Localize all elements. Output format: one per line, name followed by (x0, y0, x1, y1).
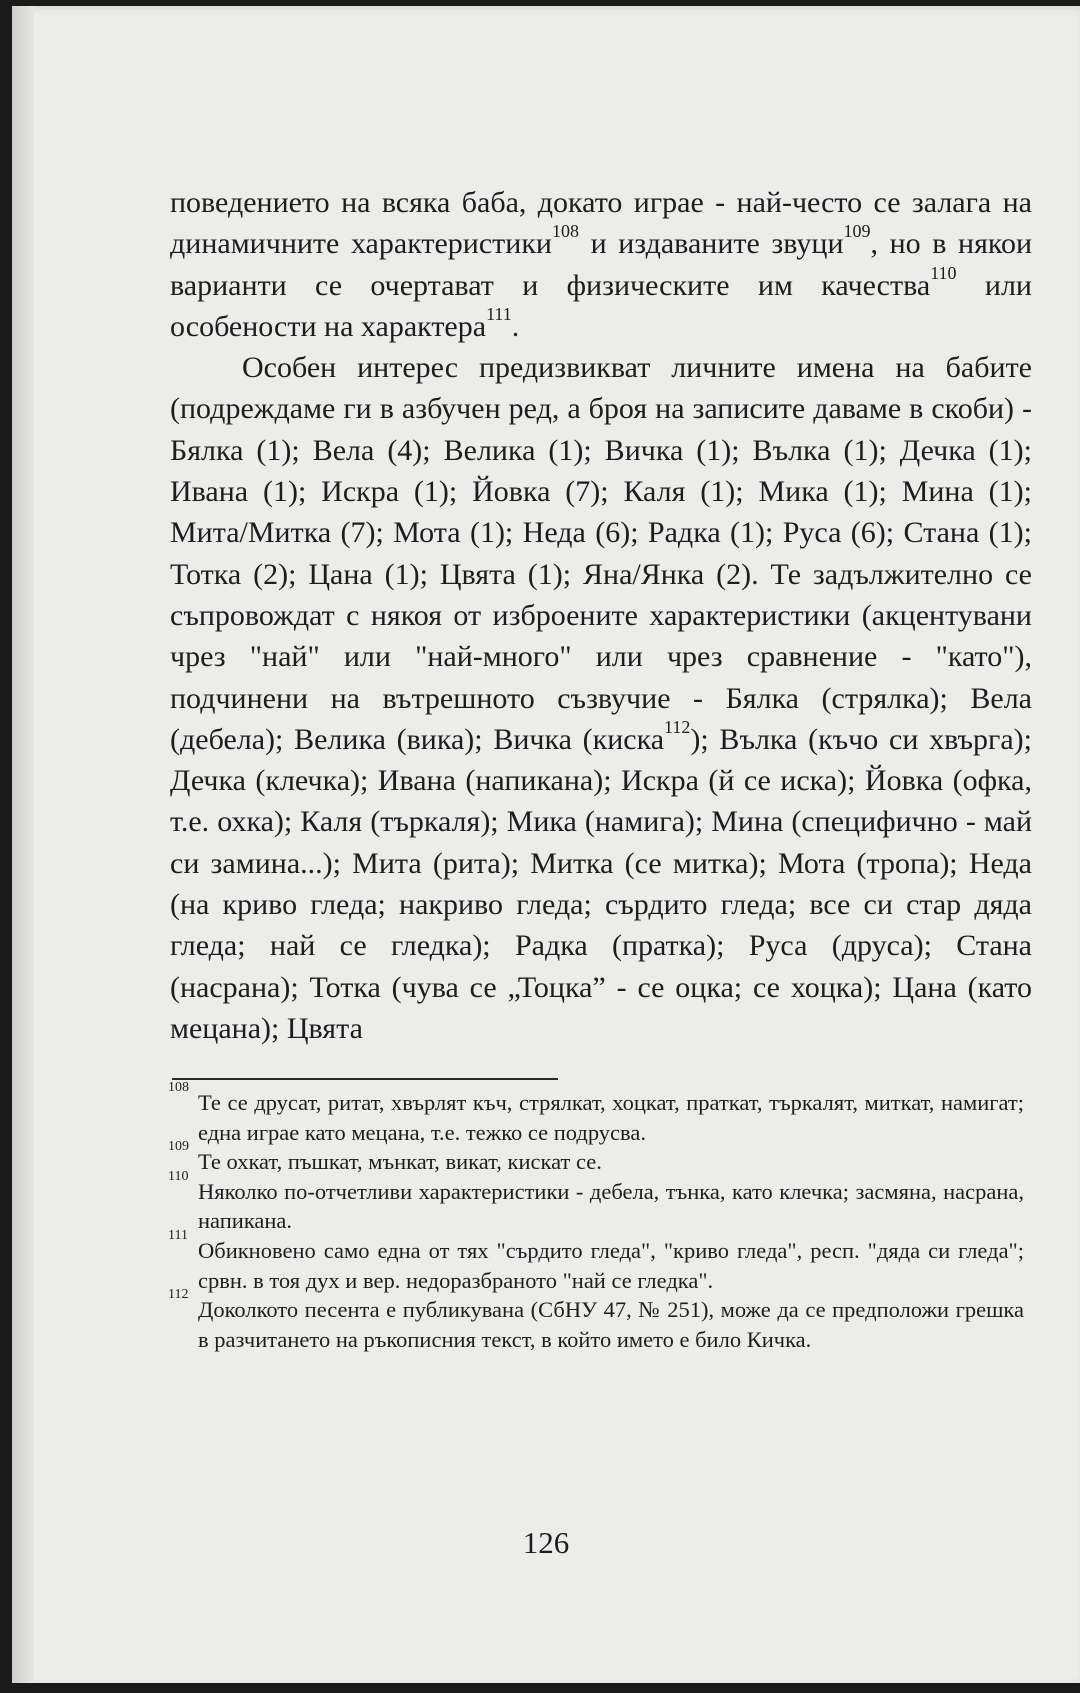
footnote-ref-110: 110 (930, 262, 957, 283)
footnote-number: 112 (168, 1287, 189, 1303)
page-number: 126 (522, 1525, 570, 1560)
footnotes (168, 1080, 1024, 1354)
footnote-text: Доколкото песента е публикувана (СбНУ 47, № 251), може да се предположи грешка в разчитането на ръкописния текст, в който името е било Кичка. (198, 1297, 1024, 1352)
footnote-ref-108: 108 (551, 221, 579, 242)
footnote-text: Обикновено само една от тях "сърдито гледа", "криво гледа", респ. "дяда си гледа"; срвн. в тоя дух и вер. недоразбраното "най се гледка". (198, 1237, 1024, 1293)
footnote-text: Няколко по-отчетливи характеристики - дебела, тънка, като клечка; засмяна, насрана, напикана. (198, 1178, 1024, 1234)
footnote-108 (168, 1080, 1024, 1147)
paragraph-2: Особен интерес предизвикват личните имена на бабите (подреждаме ги в азбучен ред, а броя на записите даваме в скоби) - Бялка (1); Вела (4); Велика (1); Вичка (1); Вълка (1); Дечка (1); Ивана (1); Искра (1); Йовка (7); Каля (1); Мика (1); Мина (1); Мита/Митка (7); Мота (1); Неда (6); Радка (1); Руса (6); Стана (1); Тотка (2); Цана (1); Цвята (1); Яна/Янка (2). Те задължително се съпровождат с някоя от изброените характеристики (акцентувани чрез "най" или "най-много" или чрез сравнение - "като"), подчинени на вътрешното съзвучие - Бялка (стрялка); Вела (дебела); Велика (вика); Вичка (киска$^{112}$); Вълка (къчо си хвърга); Дечка (клечка); Ивана (напикана); Искра (й се иска); Йовка (офка, т.е. охка); Каля (търкаля); Мика (намига); Мина (специфично - май си замина...); Мита (рита); Митка (се митка); Мота (тропа); Неда (на криво гледа; накриво гледа; сърдито гледа; все си стар дяда гледа; най се гледка); Радка (пратка); Руса (друса); Стана (насрана); Тотка (чува се „Тоцка” - се оцка; се хоцка); Цана (като мецана); Цвята (170, 351, 1032, 1045)
footnote-112 (168, 1287, 1024, 1354)
footnote-110 (168, 1168, 1024, 1236)
footnote-ref-109: 109 (843, 221, 871, 242)
footnote-number: 108 (168, 1080, 189, 1095)
footnote-ref-112: 112 (664, 716, 691, 737)
footnote-ref-111: 111 (486, 303, 512, 324)
paragraph-1: поведението на всяка баба, докато играе - най-често се залага на динамичните характеристики$^{108}$ и издаваните звуци$^{109}$, но в някои варианти се очертават и физическите им качества$^{110}$ или особености на характера$^{111}$. (170, 186, 1033, 343)
footnote-text: Те се друсат, ритат, хвърлят къч, стрялкат, хоцкат, праткат, търкалят, миткат, намигат; една играе като мецана, т.е. тежко се подрусва. (198, 1090, 1024, 1145)
footnote-number: 111 (168, 1227, 188, 1243)
footnote-separator (172, 1078, 558, 1080)
book-page (12, 6, 1080, 1687)
footnote-number: 110 (168, 1168, 189, 1184)
footnote-111 (168, 1227, 1024, 1295)
main-text (170, 182, 1032, 1049)
scan-bottom-border (0, 1683, 1080, 1693)
page-binding-edge (12, 6, 34, 1687)
footnote-number: 109 (168, 1139, 189, 1155)
footnote-109 (168, 1139, 1024, 1177)
footnote-text: Те охкат, пъшкат, мънкат, викат, кискат се. (198, 1149, 602, 1175)
